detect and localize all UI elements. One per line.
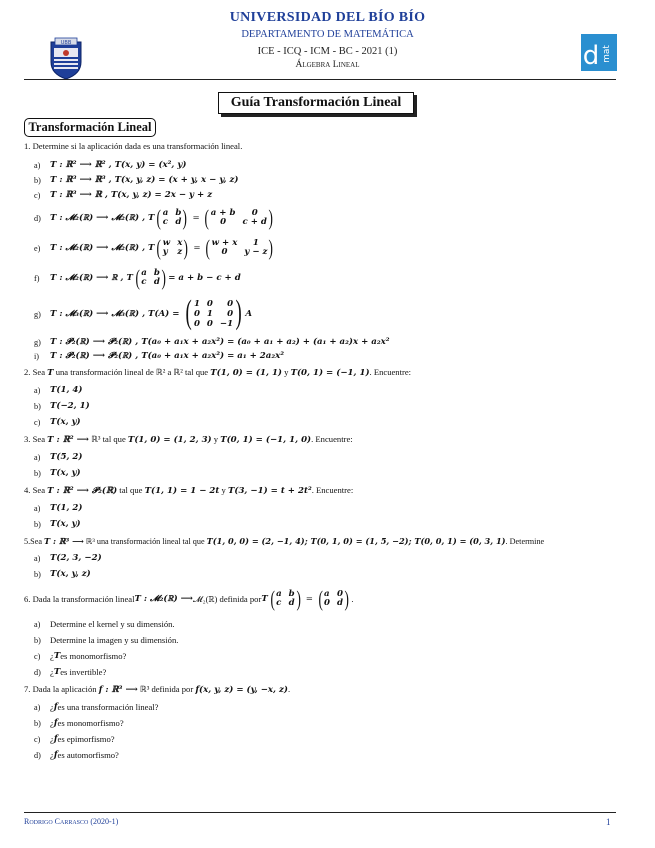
q2-item-b: b) T(−2, 1) bbox=[34, 400, 90, 411]
q2-item-a: a) T(1, 4) bbox=[34, 384, 83, 395]
q1-item-c: c) T : ℝ³ ⟶ ℝ , T(x, y, z) = 2x − y + z bbox=[34, 190, 213, 200]
section-title: Transformación Lineal bbox=[24, 118, 156, 137]
q3-item-b: b) T(x, y) bbox=[34, 467, 81, 478]
q2-stem: 2. Sea T una transformación lineal de ℝ² a ℝ² tal que T(1, 0) = (1, 1) y T(0, 1) = (−1, 1). Encuentre: bbox=[24, 367, 412, 378]
department-name: DEPARTAMENTO DE MATEMÁTICA bbox=[241, 29, 414, 40]
q6-stem: 6. Dada la transformación lineal T : 𝓜₂(ℝ) ⟶ 𝓜₂(ℝ) definida por T ( a b c d ) = ( a 0 0 d ) . bbox=[24, 586, 354, 611]
q1-item-b: b) T : ℝ³ ⟶ ℝ³ , T(x, y, z) = (x + y, x − y, z) bbox=[34, 175, 239, 185]
subject-name: Álgebra Lineal bbox=[295, 60, 360, 70]
q1-item-g2: g) T : 𝓟₂(ℝ) ⟶ 𝓟₂(ℝ) , T(a₀ + a₁x + a₂x²) = (a₀ + a₁ + a₂) + (a₁ + a₂)x + a₂x² bbox=[34, 336, 390, 347]
footer-author: Rodrigo Carrasco (2020-1) bbox=[24, 817, 119, 826]
q1-item-i: i) T : 𝓟₂(ℝ) ⟶ 𝓟₂(ℝ) , T(a₀ + a₁x + a₂x²) = a₁ + 2a₂x² bbox=[34, 350, 285, 361]
q3-item-a: a) T(5, 2) bbox=[34, 451, 83, 462]
q7-stem: 7. Dada la aplicación f : ℝ³ ⟶ ℝ³ definida por f(x, y, z) = (y, −x, z). bbox=[24, 684, 291, 695]
q5-item-b: b) T(x, y, z) bbox=[34, 568, 91, 579]
exercise-list bbox=[24, 141, 624, 763]
q7-item-d: d) ¿ f es automorfismo? bbox=[34, 749, 119, 760]
q1-item-e: e) T : 𝓜₂(ℝ) ⟶ 𝓜₂(ℝ) , T ( w x y z ) = ( w + x 1 0 y − z ) bbox=[34, 235, 274, 260]
page-title: Guía Transformación Lineal bbox=[218, 92, 414, 114]
q4-stem: 4. Sea T : ℝ² ⟶ 𝓟₂(ℝ) tal que T(1, 1) = 1 − 2t y T(3, −1) = t + 2t². Encuentre: bbox=[24, 485, 354, 496]
course-codes: ICE - ICQ - ICM - BC - 2021 (1) bbox=[257, 46, 398, 57]
q5-stem: 5.Sea T : ℝ³ ⟶ ℝ³ una transformación lineal tal que T(1, 0, 0) = (2, −1, 4); T(0, 1, 0) = (1, 5, −2); T(0, 0, 1) = (0, 3, 1). Determine bbox=[24, 536, 545, 546]
q7-item-b: b) ¿ f es monomorfismo? bbox=[34, 717, 124, 728]
dmat-logo-letter: d bbox=[582, 41, 600, 71]
page-number: 1 bbox=[606, 817, 611, 827]
q6-item-a: a) Determine el kernel y su dimensión. bbox=[34, 618, 175, 629]
q7-item-c: c) ¿ f es epimorfismo? bbox=[34, 733, 115, 744]
header-rule bbox=[24, 79, 616, 80]
q1-stem: 1. Determine si la aplicación dada es una transformación lineal. bbox=[24, 141, 243, 151]
dmat-logo-text: mat bbox=[602, 45, 612, 63]
q4-item-a: a) T(1, 2) bbox=[34, 502, 83, 513]
footer-rule bbox=[24, 812, 616, 813]
q6-item-b: b) Determine la imagen y su dimensión. bbox=[34, 634, 179, 645]
university-name: UNIVERSIDAD DEL BÍO BÍO bbox=[229, 10, 426, 25]
university-crest-logo bbox=[48, 36, 84, 80]
dmat-logo bbox=[581, 34, 617, 71]
q5-item-a: a) T(2, 3, −2) bbox=[34, 552, 102, 563]
q3-stem: 3. Sea T : ℝ² ⟶ ℝ³ tal que T(1, 0) = (1, 2, 3) y T(0, 1) = (−1, 1, 0). Encuentre: bbox=[24, 434, 353, 445]
svg-text:UBB: UBB bbox=[60, 40, 72, 46]
q7-item-a: a) ¿ f es una transformación lineal? bbox=[34, 701, 159, 712]
q6-item-d: d) ¿ T es invertible? bbox=[34, 666, 107, 677]
q2-item-c: c) T(x, y) bbox=[34, 416, 81, 427]
q1-item-a: a) T : ℝ² ⟶ ℝ² , T(x, y) = (x², y) bbox=[34, 160, 187, 170]
q6-item-c: c) ¿ T es monomorfismo? bbox=[34, 650, 127, 661]
q4-item-b: b) T(x, y) bbox=[34, 518, 81, 529]
q1-item-f: f) T : 𝓜₂(ℝ) ⟶ ℝ , T ( a b c d ) = a + b − c + d bbox=[34, 265, 241, 290]
q1-item-d: d) T : 𝓜₂(ℝ) ⟶ 𝓜₂(ℝ) , T ( a b c d ) = ( a + b 0 0 c + d ) bbox=[34, 205, 273, 230]
q1-item-g: g) T : 𝓜₃(ℝ) ⟶ 𝓜₃(ℝ) , T(A) = ( 1 0 0 0 1 0 0 0 −1 ) A bbox=[34, 294, 253, 331]
